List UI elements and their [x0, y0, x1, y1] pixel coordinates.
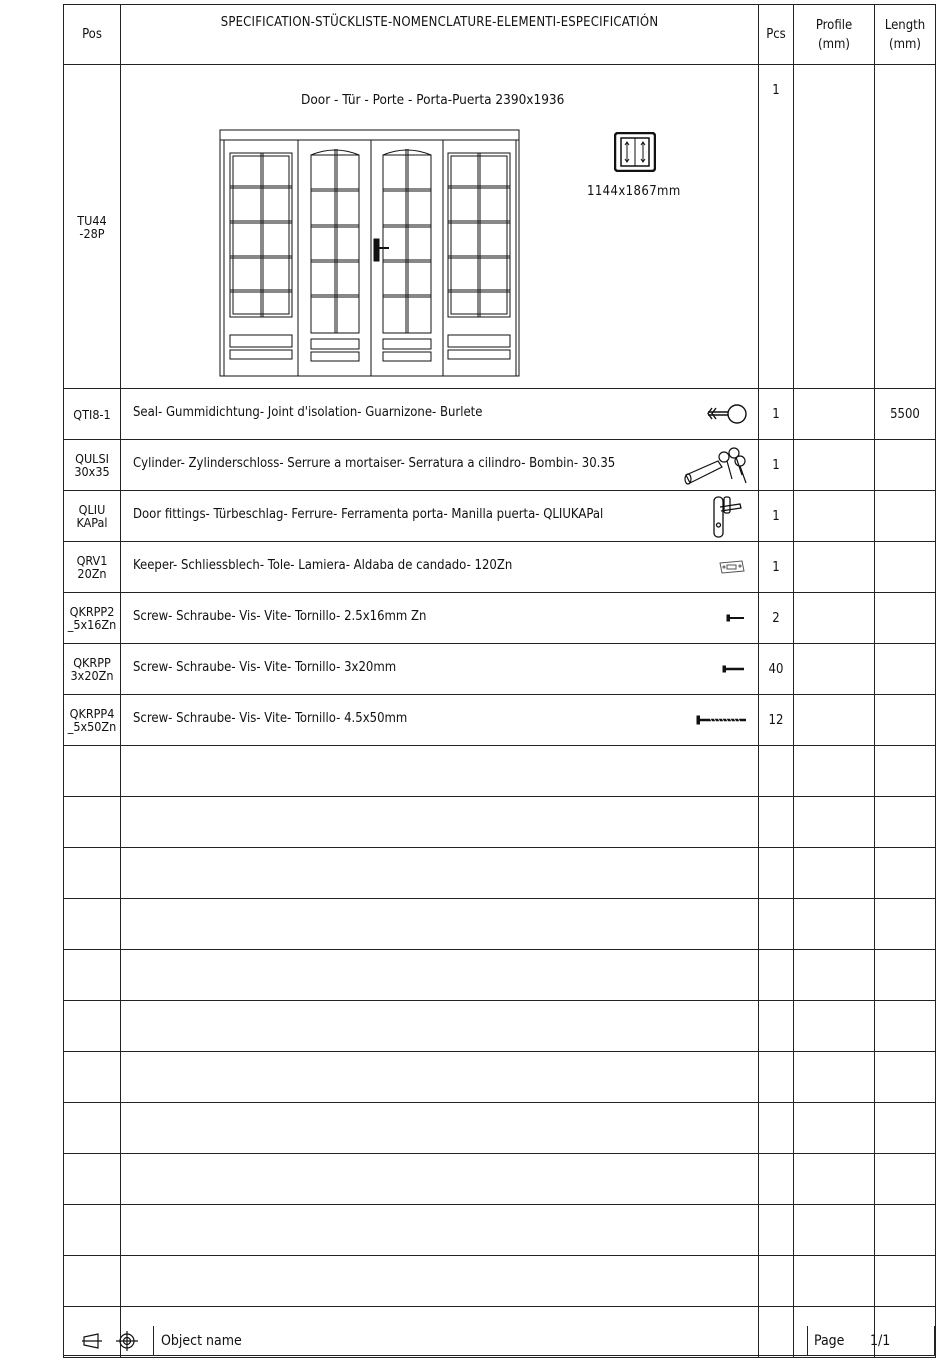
- item-profile: [794, 644, 875, 695]
- item-pos-line1: QKRPP: [73, 655, 111, 670]
- column-header-length-unit: (mm): [889, 36, 921, 52]
- item-profile: [794, 593, 875, 644]
- door-handle-icon: [710, 495, 744, 539]
- table-row: [64, 389, 936, 440]
- item-pos-line1: QLIU: [78, 502, 106, 517]
- item-pcs: 40: [759, 644, 794, 695]
- item-description-text: Cylinder- Zylinderschloss- Serrure a mortaiser- Serratura a cilindro- Bombin- 30.35: [133, 456, 616, 471]
- item-pos-line2: KAPal: [76, 515, 108, 530]
- projection-symbol: [64, 1326, 154, 1356]
- item-length: [875, 695, 936, 746]
- item-length: [875, 593, 936, 644]
- item-pcs: 1: [759, 491, 794, 542]
- door-pos: [64, 65, 121, 389]
- item-description: [121, 491, 759, 542]
- empty-row: [64, 1052, 936, 1103]
- empty-row: [64, 797, 936, 848]
- door-title: Door - Tür - Porte - Porta-Puerta 2390x1936: [301, 92, 565, 108]
- item-pos: [64, 440, 121, 491]
- table-header-row: [64, 5, 936, 65]
- item-pos: [64, 644, 121, 695]
- item-pos-line1: QULSI: [75, 451, 109, 466]
- sheet-title: SPECIFICATION-STÜCKLISTE-NOMENCLATURE-ELEMENTI-ESPECIFICATIÓN: [121, 5, 759, 65]
- item-description: [121, 389, 759, 440]
- item-profile: [794, 491, 875, 542]
- item-description: [121, 542, 759, 593]
- door-pos-line1: TU44: [77, 212, 107, 228]
- item-description-text: Screw- Schraube- Vis- Vite- Tornillo- 4.5x50mm: [133, 711, 408, 726]
- item-pcs: 2: [759, 593, 794, 644]
- item-profile: [794, 440, 875, 491]
- table-row: [64, 491, 936, 542]
- door-drawing: [219, 129, 525, 377]
- specification-table: [63, 4, 936, 1358]
- item-profile: [794, 542, 875, 593]
- item-length: [875, 542, 936, 593]
- table-row: [64, 440, 936, 491]
- item-profile: [794, 389, 875, 440]
- item-pcs: 1: [759, 542, 794, 593]
- item-pcs: 1: [759, 440, 794, 491]
- table-row: [64, 542, 936, 593]
- door-pos-line2: -28P: [79, 225, 105, 241]
- item-pcs: 1: [759, 389, 794, 440]
- item-profile: [794, 695, 875, 746]
- page-info: [807, 1326, 935, 1356]
- short-screw-icon: [726, 614, 746, 622]
- lock-cylinder-keys-icon: [684, 445, 748, 489]
- item-description: [121, 695, 759, 746]
- page-label: Page: [814, 1333, 845, 1349]
- door-length: [875, 65, 936, 389]
- column-header-pcs: Pcs: [759, 5, 794, 65]
- item-description: [121, 593, 759, 644]
- item-pos-line1: QKRPP4: [69, 706, 115, 721]
- item-description-text: Screw- Schraube- Vis- Vite- Tornillo- 2.5x16mm Zn: [133, 609, 427, 624]
- object-name: Object name: [161, 1333, 242, 1349]
- column-header-profile-label: Profile: [815, 17, 853, 33]
- item-pos: [64, 389, 121, 440]
- empty-row: [64, 899, 936, 950]
- medium-screw-icon: [722, 665, 746, 673]
- empty-row: [64, 848, 936, 899]
- item-pos-line1: QKRPP2: [69, 604, 115, 619]
- opening-size: 1144x1867mm: [587, 184, 681, 199]
- item-length: 5500: [875, 389, 936, 440]
- column-header-pos: Pos: [64, 5, 121, 65]
- item-pos-line2: _5x50Zn: [67, 719, 117, 734]
- keeper-plate-icon: [718, 559, 746, 575]
- column-header-length-label: Length: [884, 17, 926, 33]
- empty-row: [64, 1154, 936, 1205]
- item-description-text: Screw- Schraube- Vis- Vite- Tornillo- 3x20mm: [133, 660, 397, 675]
- table-row: [64, 644, 936, 695]
- empty-row: [64, 1001, 936, 1052]
- item-description: [121, 644, 759, 695]
- item-description-text: Door fittings- Türbeschlag- Ferrure- Ferramenta porta- Manilla puerta- QLIUKAPal: [133, 507, 604, 522]
- empty-row: [64, 1256, 936, 1307]
- door-description: [121, 65, 759, 389]
- table-row: [64, 695, 936, 746]
- door-row: [64, 65, 936, 389]
- empty-row: [64, 1205, 936, 1256]
- item-pos-line2: 20Zn: [77, 566, 107, 581]
- item-description: [121, 440, 759, 491]
- item-pos-line2: 3x20Zn: [70, 668, 114, 683]
- item-pos: [64, 695, 121, 746]
- item-pos: [64, 593, 121, 644]
- item-pos-line2: 30x35: [74, 464, 110, 479]
- item-length: [875, 491, 936, 542]
- door-pcs: 1: [759, 65, 794, 389]
- item-length: [875, 440, 936, 491]
- item-description-text: Seal- Gummidichtung- Joint d'isolation- Guarnizone- Burlete: [133, 405, 483, 420]
- table-row: [64, 593, 936, 644]
- item-pos-line1: QRV1: [76, 553, 108, 568]
- empty-row: [64, 746, 936, 797]
- empty-row: [64, 950, 936, 1001]
- specification-sheet: [63, 4, 935, 1356]
- item-pcs: 12: [759, 695, 794, 746]
- page-number: 1/1: [870, 1333, 891, 1349]
- door-profile: [794, 65, 875, 389]
- item-description-text: Keeper- Schliessblech- Tole- Lamiera- Aldaba de candado- 120Zn: [133, 558, 513, 573]
- item-pos: [64, 491, 121, 542]
- item-pos-line1: QTI8-1: [73, 406, 111, 422]
- column-header-profile: [794, 5, 875, 65]
- seal-roll-icon: [706, 394, 748, 430]
- empty-row: [64, 1103, 936, 1154]
- long-screw-icon: [696, 715, 748, 725]
- door-opening-icon: [614, 132, 656, 172]
- first-angle-projection-icon: [82, 1331, 138, 1351]
- column-header-length: [875, 5, 936, 65]
- title-block: [63, 1326, 935, 1356]
- item-pos: [64, 542, 121, 593]
- item-length: [875, 644, 936, 695]
- item-pos-line2: _5x16Zn: [67, 617, 117, 632]
- column-header-profile-unit: (mm): [818, 36, 850, 52]
